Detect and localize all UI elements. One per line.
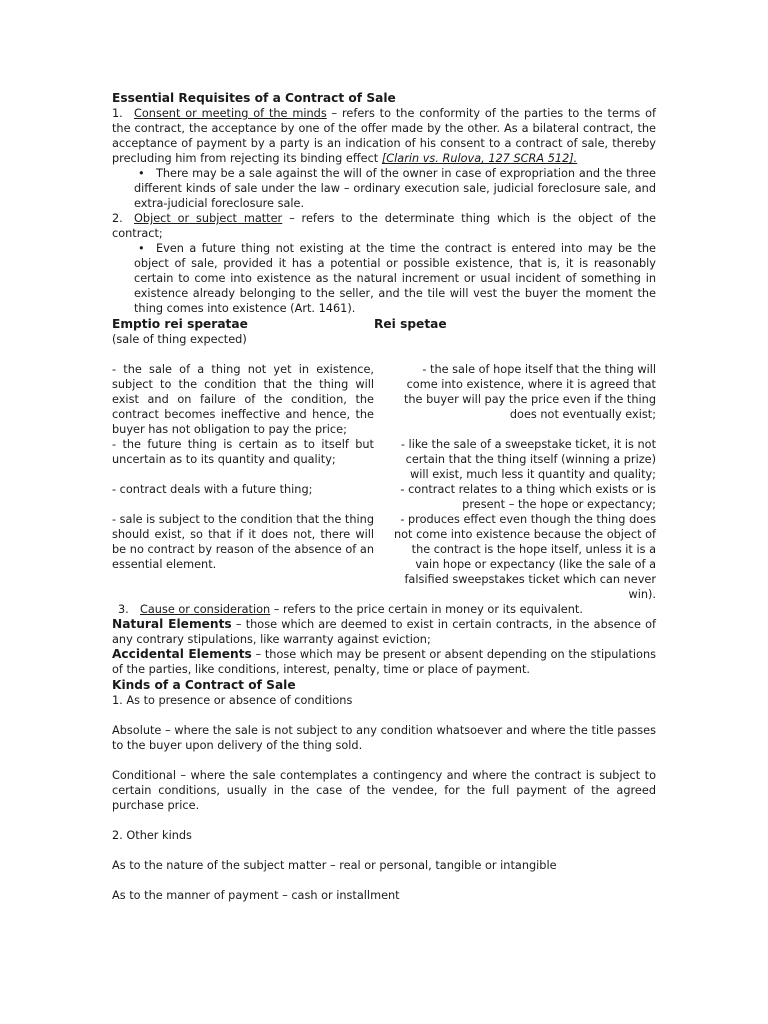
requisite-object — [112, 211, 656, 241]
left-heading: Emptio rei speratae — [112, 317, 248, 331]
bullet-item — [134, 241, 656, 316]
left-subheading: (sale of thing expected) — [112, 333, 247, 346]
left-cell: - the future thing is certain as to itself but uncertain as to its quantity and quality; — [112, 438, 374, 466]
comparison-row — [112, 482, 656, 512]
comparison-headings — [112, 316, 656, 332]
kinds-item-1: 1. As to presence or absence of conditions — [112, 694, 353, 707]
left-cell: - contract deals with a future thing; — [112, 483, 313, 496]
term-natural: Natural Elements — [112, 617, 232, 631]
term-accidental: Accidental Elements — [112, 647, 252, 661]
list-number: 2. — [112, 212, 123, 225]
bullet-text: Even a future thing not existing at the time the contract is entered into may be the object of sale, provided it has a potential or possible existence, that is, it is reasonably certain to come into existence as the natural increment or usual incident of something in existence already belonging to the seller, and the tile will vest the buyer the moment the thing comes into existence (Art. 1461). — [134, 242, 656, 315]
kinds-heading: Kinds of a Contract of Sale — [112, 678, 296, 692]
list-number: 3. — [118, 603, 129, 616]
right-cell: - like the sale of a sweepstake ticket, it is not certain that the thing itself (winning a prize) will exist, much less it quantity and quality; — [400, 438, 656, 481]
right-heading: Rei spetae — [374, 317, 447, 331]
term-cause: Cause or consideration — [140, 603, 271, 616]
bullet-icon: • — [138, 167, 145, 180]
comparison-row — [112, 512, 656, 602]
natural-elements — [112, 617, 656, 647]
natural-text: – those which are deemed to exist in certain contracts, in the absence of any contrary stipulations, like warranty against eviction; — [112, 618, 656, 646]
conditional-definition: Conditional – where the sale contemplates a contingency and where the contract is subject to certain conditions, usually in the case of the vendee, for the full payment of the agreed purchase price. — [112, 769, 656, 812]
comparison-row — [112, 362, 656, 437]
right-cell: - contract relates to a thing which exists or is present – the hope or expectancy; — [400, 483, 656, 511]
right-cell: - the sale of hope itself that the thing will come into existence, where it is agreed that the buyer will pay the price even if the thing does not eventually exist; — [403, 363, 656, 421]
bullet-text: There may be a sale against the will of the owner in case of expropriation and the three different kinds of sale under the law – ordinary execution sale, judicial foreclosure sale, and extra-judicial foreclosure sale. — [134, 167, 656, 210]
bullet-icon: • — [138, 242, 145, 255]
term-consent: Consent or meeting of the minds — [134, 107, 327, 120]
section-title: Essential Requisites of a Contract of Sale — [112, 91, 396, 105]
nature-kind: As to the nature of the subject matter – real or personal, tangible or intangible — [112, 859, 557, 872]
accidental-text: – those which may be present or absent depending on the stipulations of the parties, like conditions, interest, penalty, time or place of payment. — [112, 648, 657, 676]
term-object: Object or subject matter — [134, 212, 283, 225]
payment-kind: As to the manner of payment – cash or installment — [112, 889, 400, 902]
citation: [Clarin vs. Rulova, 127 SCRA 512]. — [381, 152, 578, 165]
consent-text: – refers to the conformity of the parties to the terms of the contract, the acceptance by one of the offer made by the other. As a bilateral contract, the acceptance of payment by a party is an indication of his consent to a contract of sale, thereby precluding him from rejecting its binding effect — [112, 107, 656, 165]
left-cell: - sale is subject to the condition that the thing should exist, so that if it does not, there will be no contract by reason of the absence of an essential element. — [112, 513, 374, 571]
requisite-cause — [112, 602, 656, 617]
bullet-item — [134, 166, 656, 211]
list-number: 1. — [112, 107, 123, 120]
left-cell: - the sale of a thing not yet in existence, subject to the condition that the thing will exist and on failure of the condition, the contract becomes ineffective and hence, the buyer has not obligation to pay the price; — [112, 363, 374, 436]
right-cell: - produces effect even though the thing does not come into existence because the object of the contract is the hope itself, unless it is a vain hope or expectancy (like the sale of a falsified sweepstakes ticket which can never win). — [393, 513, 656, 601]
object-text: – refers to the determinate thing which is the object of the contract; — [112, 212, 657, 240]
kinds-item-2: 2. Other kinds — [112, 829, 192, 842]
cause-text: – refers to the price certain in money or its equivalent. — [270, 603, 583, 616]
accidental-elements — [112, 647, 656, 677]
requisite-consent — [112, 106, 656, 166]
absolute-definition: Absolute – where the sale is not subject to any condition whatsoever and where the title passes to the buyer upon delivery of the thing sold. — [112, 724, 656, 752]
comparison-row — [112, 437, 656, 482]
